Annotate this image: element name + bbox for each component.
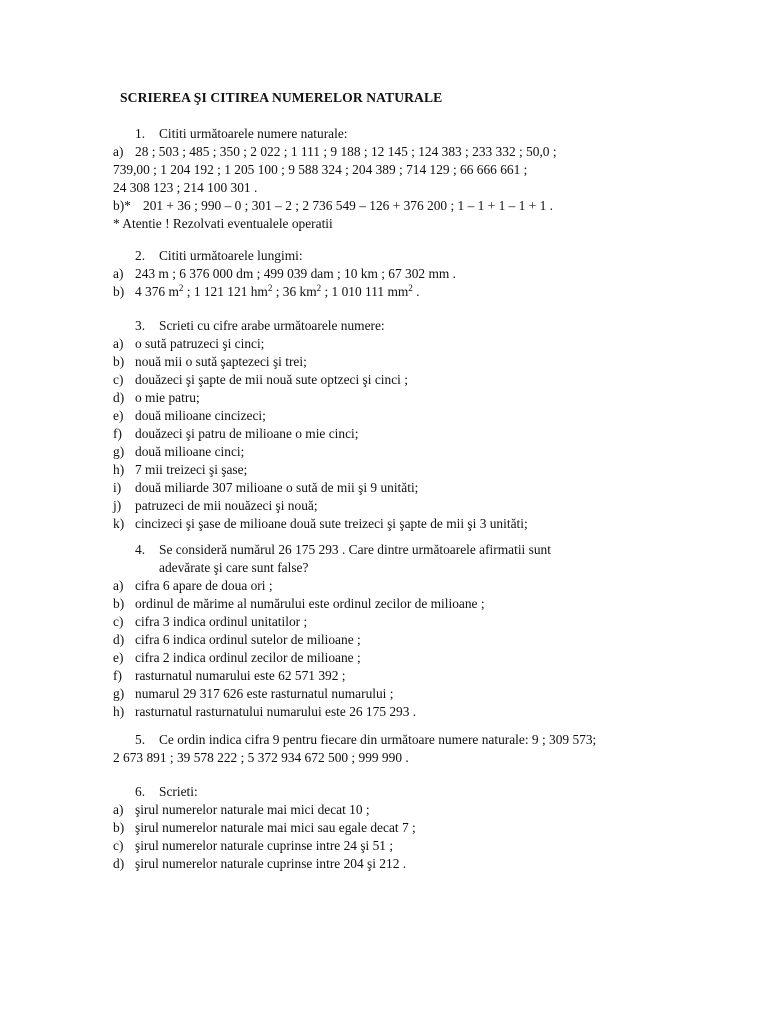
item-text-continued: 739,00 ; 1 204 192 ; 1 205 100 ; 9 588 324 ; 204 389 ; 714 129 ; 66 666 661 ; <box>113 162 528 177</box>
list-item <box>113 461 673 479</box>
item-label: h) <box>113 462 125 477</box>
list-item <box>113 443 673 461</box>
item-label: a) <box>113 336 124 351</box>
item-text: numarul 29 317 626 este rasturnatul numarului ; <box>135 686 394 701</box>
exercise-heading-text: Cititi următoarele lungimi: <box>159 248 303 263</box>
item-label: g) <box>113 444 125 459</box>
item-label: d) <box>113 856 125 871</box>
item-text: şirul numerelor naturale cuprinse intre 24 şi 51 ; <box>135 838 394 853</box>
item-label: d) <box>113 632 125 647</box>
list-item <box>113 143 673 161</box>
item-text: rasturnatul numarului este 62 571 392 ; <box>135 668 346 683</box>
list-item <box>113 819 673 837</box>
exercise-3-heading <box>113 317 673 335</box>
exercise-5-heading <box>113 731 673 749</box>
item-text: o mie patru; <box>135 390 200 405</box>
item-text: două miliarde 307 milioane o sută de mii şi 9 unităti; <box>135 480 419 495</box>
item-label: b) <box>113 820 125 835</box>
exercise-heading-text: Ce ordin indica cifra 9 pentru fiecare din următoare numere naturale: 9 ; 309 573; <box>159 732 597 747</box>
item-text: două milioane cincizeci; <box>135 408 266 423</box>
exercise-4 <box>113 541 673 721</box>
exercise-number: 4. <box>135 542 146 557</box>
item-label: a) <box>113 144 124 159</box>
item-label: b) <box>113 354 125 369</box>
list-item <box>113 801 673 819</box>
list-item <box>113 855 673 873</box>
item-label: b)* <box>113 198 131 213</box>
exercise-number: 3. <box>135 318 146 333</box>
item-text: două milioane cinci; <box>135 444 245 459</box>
item-label: b) <box>113 596 125 611</box>
item-text: douăzeci şi şapte de mii nouă sute optzeci şi cinci ; <box>135 372 408 387</box>
exponent: 2 <box>178 283 184 293</box>
list-item <box>113 649 673 667</box>
item-text: 7 mii treizeci şi şase; <box>135 462 248 477</box>
item-text: o sută patruzeci şi cinci; <box>135 336 265 351</box>
item-label: a) <box>113 802 124 817</box>
list-item <box>113 685 673 703</box>
exercise-4-list <box>113 577 673 721</box>
exercise-2-heading <box>113 247 673 265</box>
item-label: j) <box>113 498 122 513</box>
item-label: h) <box>113 704 125 719</box>
item-text: şirul numerelor naturale mai mici sau egale decat 7 ; <box>135 820 416 835</box>
list-item <box>113 479 673 497</box>
list-item <box>113 283 673 301</box>
list-item <box>113 497 673 515</box>
exercise-5 <box>113 731 673 767</box>
item-text: şirul numerelor naturale mai mici decat 10 ; <box>135 802 370 817</box>
list-item <box>113 335 673 353</box>
item-text: 28 ; 503 ; 485 ; 350 ; 2 022 ; 1 111 ; 9 188 ; 12 145 ; 124 383 ; 233 332 ; 50,0 ; <box>135 144 557 159</box>
item-label: a) <box>113 578 124 593</box>
exercise-heading-continued: adevărate şi care sunt false? <box>159 560 309 575</box>
item-label: a) <box>113 266 124 281</box>
item-label: g) <box>113 686 125 701</box>
exercise-number: 5. <box>135 732 146 747</box>
exponent: 2 <box>267 283 273 293</box>
list-item <box>113 577 673 595</box>
item-label: c) <box>113 838 124 853</box>
item-text: ordinul de mărime al numărului este ordinul zecilor de milioane ; <box>135 596 485 611</box>
list-item <box>113 407 673 425</box>
item-label: c) <box>113 372 124 387</box>
exercise-6-heading <box>113 783 673 801</box>
list-item <box>113 265 673 283</box>
exercise-1-heading <box>113 125 673 143</box>
item-label: f) <box>113 426 122 441</box>
list-item <box>113 197 673 215</box>
exercise-note: * Atentie ! Rezolvati eventualele operatii <box>113 216 333 231</box>
exercise-6 <box>113 783 673 873</box>
list-item <box>113 703 673 721</box>
item-text: 4 376 $m^2$ ; 1 121 121 $hm^2$ ; 36 $km^2$ ; 1 010 111 $mm^2$ . <box>135 283 420 299</box>
list-item <box>113 389 673 407</box>
exercise-2 <box>113 247 673 301</box>
exercise-text-continued: 2 673 891 ; 39 578 222 ; 5 372 934 672 500 ; 999 990 . <box>113 750 409 765</box>
list-item <box>113 837 673 855</box>
list-item <box>113 425 673 443</box>
list-item <box>113 515 673 533</box>
item-text: rasturnatul rasturnatului numarului este 26 175 293 . <box>135 704 417 719</box>
exercise-heading-text: Scrieti: <box>159 784 198 799</box>
exponent: 2 <box>408 283 413 293</box>
item-text: cincizeci şi şase de milioane două sute treizeci şi şapte de mii şi 3 unităti; <box>135 516 528 531</box>
exercise-6-list <box>113 801 673 873</box>
list-item <box>113 595 673 613</box>
exercise-4-heading <box>113 541 673 577</box>
item-text: nouă mii o sută şaptezeci şi trei; <box>135 354 307 369</box>
list-item <box>113 631 673 649</box>
list-item <box>113 371 673 389</box>
item-label: e) <box>113 408 124 423</box>
item-label: c) <box>113 614 124 629</box>
item-label: k) <box>113 516 125 531</box>
exercise-1 <box>113 125 673 233</box>
item-text: patruzeci de mii nouăzeci şi nouă; <box>135 498 318 513</box>
item-text: cifra 2 indica ordinul zecilor de milioane ; <box>135 650 361 665</box>
exercise-number: 2. <box>135 248 146 263</box>
item-text: 243 m ; 6 376 000 dm ; 499 039 dam ; 10 km ; 67 302 mm . <box>135 266 457 281</box>
item-label: b) <box>113 284 125 299</box>
item-text: şirul numerelor naturale cuprinse intre 204 şi 212 . <box>135 856 407 871</box>
list-item <box>113 353 673 371</box>
exercise-heading-text: Cititi următoarele numere naturale: <box>159 126 348 141</box>
item-label: e) <box>113 650 124 665</box>
item-label: d) <box>113 390 125 405</box>
list-item <box>113 667 673 685</box>
exercise-number: 6. <box>135 784 146 799</box>
item-text: cifra 3 indica ordinul unitatilor ; <box>135 614 308 629</box>
exercise-heading-text: Se consideră numărul 26 175 293 . Care dintre următoarele afirmatii sunt <box>159 542 551 557</box>
item-label: f) <box>113 668 122 683</box>
exercise-heading-text: Scrieti cu cifre arabe următoarele numere: <box>159 318 385 333</box>
item-text: 201 + 36 ; 990 – 0 ; 301 – 2 ; 2 736 549 – 126 + 376 200 ; 1 – 1 + 1 – 1 + 1 . <box>143 198 553 213</box>
exponent: 2 <box>316 283 322 293</box>
list-item <box>113 613 673 631</box>
exercise-3-list <box>113 335 673 533</box>
exercise-number: 1. <box>135 126 146 141</box>
item-text: cifra 6 indica ordinul sutelor de milioane ; <box>135 632 361 647</box>
item-text: cifra 6 apare de doua ori ; <box>135 578 273 593</box>
document-title: SCRIEREA ŞI CITIREA NUMERELOR NATURALE <box>120 90 443 105</box>
exercise-3 <box>113 317 673 533</box>
item-text: douăzeci şi patru de milioane o mie cinci; <box>135 426 359 441</box>
item-text-continued: 24 308 123 ; 214 100 301 . <box>113 180 258 195</box>
item-label: i) <box>113 480 122 495</box>
